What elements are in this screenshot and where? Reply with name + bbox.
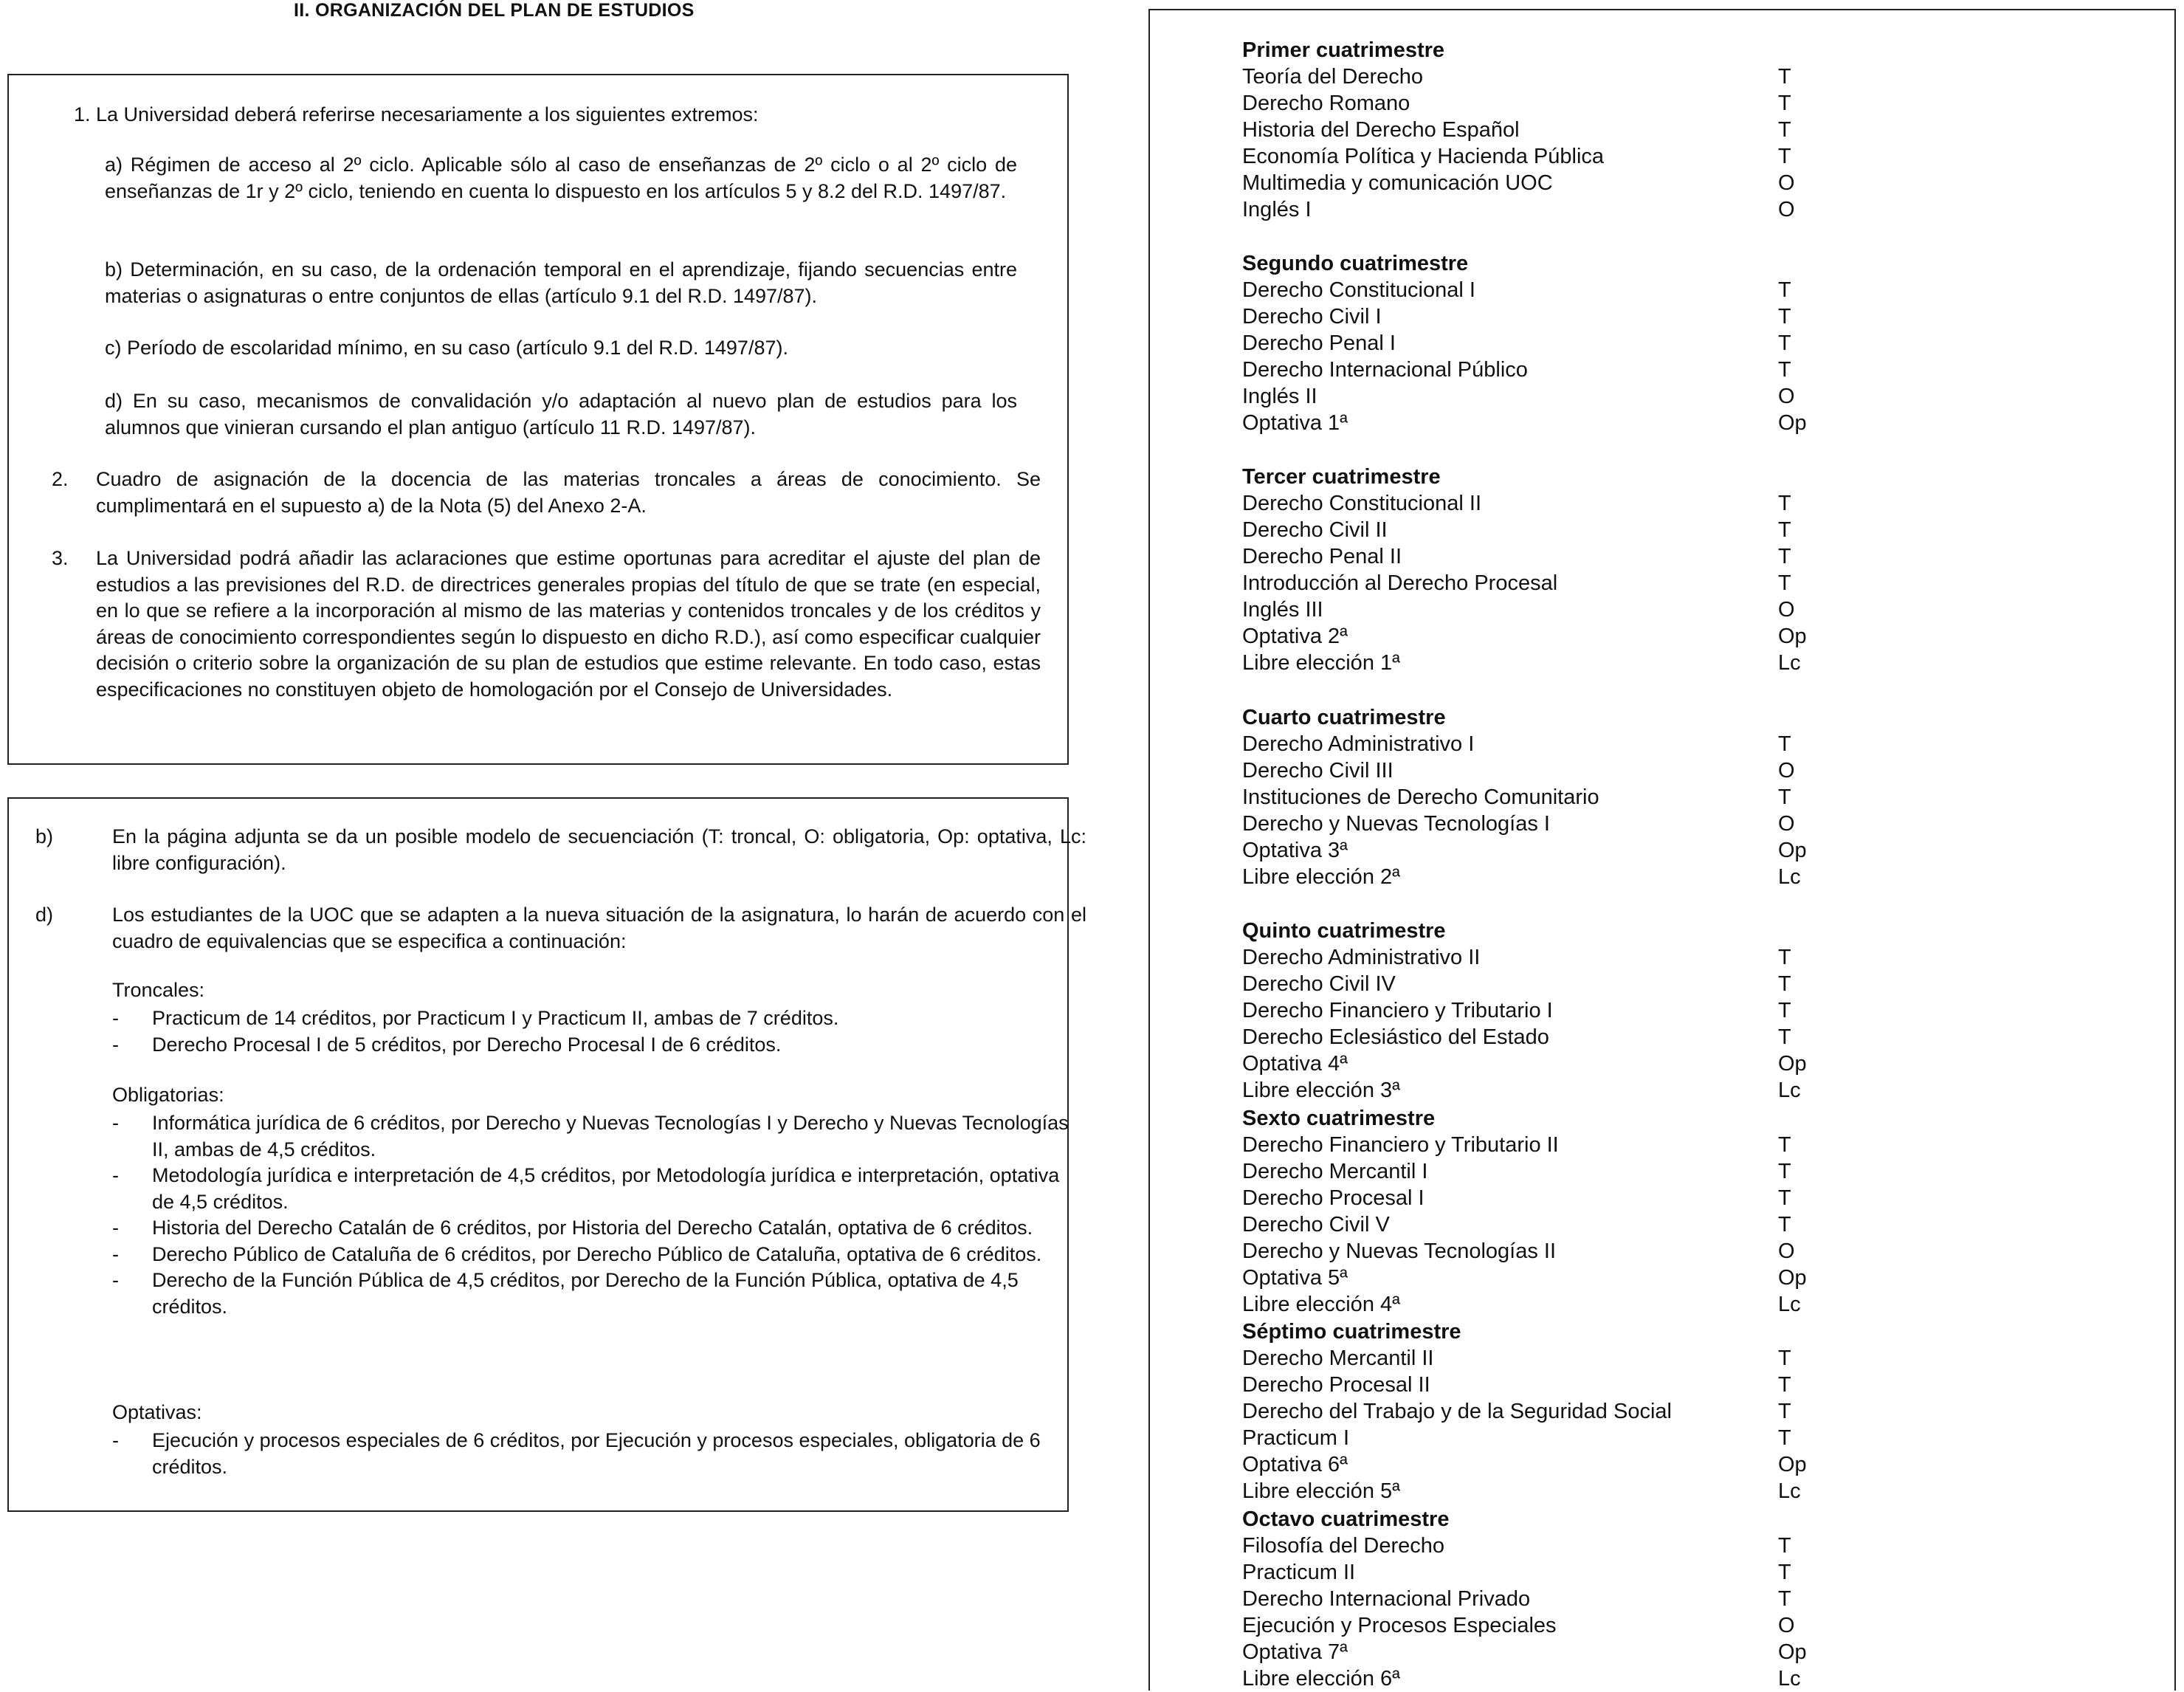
course-type: O bbox=[1778, 598, 1795, 622]
course-name: Ejecución y Procesos Especiales bbox=[1242, 1614, 1557, 1637]
course-type: T bbox=[1778, 518, 1791, 542]
list-item-text: Practicum de 14 créditos, por Practicum I y Practicum II, ambas de 7 créditos. bbox=[152, 1007, 839, 1029]
course-row bbox=[1242, 1559, 1833, 1586]
course-row bbox=[1242, 1372, 1833, 1398]
course-row bbox=[1242, 383, 1833, 410]
course-name: Libre elección 4ª bbox=[1242, 1293, 1400, 1316]
course-row bbox=[1242, 1665, 1833, 1692]
course-row bbox=[1242, 864, 1833, 890]
requirements-intro: 1. La Universidad deberá referirse necesariamente a los siguientes extremos: bbox=[74, 103, 759, 125]
course-type: T bbox=[1778, 492, 1791, 515]
troncales-heading: Troncales: bbox=[112, 979, 205, 1001]
course-type: T bbox=[1778, 331, 1791, 355]
note-b-text: En la página adjunta se da un posible modelo de secuenciación (T: troncal, O: obligatoria, Op: optativa, Lc: libre configuración). bbox=[112, 825, 1086, 874]
requirement-2-text: Cuadro de asignación de la docencia de las materias troncales a áreas de conocimiento. Se cumplimentará en el supuesto a) de la Nota (5) del Anexo 2-A. bbox=[96, 468, 1041, 517]
course-name: Derecho Financiero y Tributario I bbox=[1242, 999, 1553, 1022]
semester-block bbox=[1242, 250, 1833, 436]
course-name: Practicum I bbox=[1242, 1426, 1350, 1450]
course-name: Derecho Civil II bbox=[1242, 518, 1388, 542]
dash-marker: - bbox=[112, 1217, 119, 1239]
course-name: Derecho Internacional Público bbox=[1242, 358, 1528, 382]
course-name: Filosofía del Derecho bbox=[1242, 1534, 1445, 1558]
course-row bbox=[1242, 277, 1833, 303]
course-type: T bbox=[1778, 358, 1791, 382]
semester-title: Octavo cuatrimestre bbox=[1242, 1507, 1450, 1531]
course-name: Teoría del Derecho bbox=[1242, 65, 1424, 89]
course-name: Derecho Civil III bbox=[1242, 759, 1394, 783]
course-row bbox=[1242, 490, 1833, 517]
course-type: T bbox=[1778, 732, 1791, 756]
course-name: Derecho Penal I bbox=[1242, 331, 1396, 355]
note-d-text: Los estudiantes de la UOC que se adapten a la nueva situación de la asignatura, lo harán de acuerdo con el cuadro de equivalencias que se especifica a continuación: bbox=[112, 904, 1086, 952]
course-name: Libre elección 6ª bbox=[1242, 1667, 1400, 1691]
course-name: Derecho del Trabajo y de la Seguridad Social bbox=[1242, 1400, 1672, 1423]
dash-marker: - bbox=[112, 1007, 119, 1029]
course-name: Derecho Procesal II bbox=[1242, 1373, 1430, 1397]
course-row bbox=[1242, 837, 1833, 864]
course-row bbox=[1242, 1478, 1833, 1504]
course-name: Derecho Civil V bbox=[1242, 1213, 1390, 1237]
course-name: Derecho Civil IV bbox=[1242, 972, 1396, 996]
course-type: Op bbox=[1778, 1052, 1807, 1076]
list-item-text: Derecho de la Función Pública de 4,5 créditos, por Derecho de la Función Pública, optativa de 4,5 créditos. bbox=[152, 1269, 1019, 1318]
course-type: O bbox=[1778, 759, 1795, 783]
course-type: Lc bbox=[1778, 1293, 1801, 1316]
course-row bbox=[1242, 196, 1833, 223]
course-name: Inglés I bbox=[1242, 198, 1312, 221]
course-type: T bbox=[1778, 1373, 1791, 1397]
course-row bbox=[1242, 63, 1833, 90]
optativas-heading: Optativas: bbox=[112, 1401, 202, 1423]
course-row bbox=[1242, 357, 1833, 383]
course-row bbox=[1242, 811, 1833, 837]
course-row bbox=[1242, 1050, 1833, 1077]
dash-marker: - bbox=[112, 1164, 119, 1186]
course-row bbox=[1242, 1639, 1833, 1665]
course-row bbox=[1242, 1238, 1833, 1265]
course-type: T bbox=[1778, 1186, 1791, 1210]
course-name: Libre elección 5ª bbox=[1242, 1479, 1400, 1503]
semester-block bbox=[1242, 704, 1833, 890]
course-row bbox=[1242, 1024, 1833, 1050]
course-name: Economía Política y Hacienda Pública bbox=[1242, 145, 1605, 168]
requirement-b: b) Determinación, en su caso, de la ordenación temporal en el aprendizaje, fijando secuencias entre materias o asignaturas o entre conjuntos de ellas (artículo 9.1 del R.D. 1497/87). bbox=[105, 258, 1017, 307]
course-type: T bbox=[1778, 1534, 1791, 1558]
course-row bbox=[1242, 517, 1833, 543]
course-name: Instituciones de Derecho Comunitario bbox=[1242, 785, 1599, 809]
list-item-text: Ejecución y procesos especiales de 6 créditos, por Ejecución y procesos especiales, obligatoria de 6 créditos. bbox=[152, 1429, 1041, 1478]
course-type: Op bbox=[1778, 1640, 1807, 1664]
course-type: Op bbox=[1778, 1453, 1807, 1476]
semester-block bbox=[1242, 464, 1833, 676]
course-name: Optativa 4ª bbox=[1242, 1052, 1348, 1076]
course-row bbox=[1242, 303, 1833, 330]
course-type: T bbox=[1778, 1160, 1791, 1183]
course-type: Lc bbox=[1778, 1667, 1801, 1691]
course-row bbox=[1242, 623, 1833, 650]
course-name: Historia del Derecho Español bbox=[1242, 118, 1520, 142]
course-name: Libre elección 2ª bbox=[1242, 865, 1400, 889]
course-type: T bbox=[1778, 118, 1791, 142]
requirement-3-number: 3. bbox=[52, 547, 69, 569]
course-type: T bbox=[1778, 1213, 1791, 1237]
semester-block bbox=[1242, 1105, 1833, 1318]
note-b-label: b) bbox=[35, 825, 54, 847]
course-row bbox=[1242, 944, 1833, 971]
course-row bbox=[1242, 330, 1833, 357]
obligatorias-list bbox=[112, 1110, 1072, 1320]
course-row bbox=[1242, 731, 1833, 757]
course-type: T bbox=[1778, 972, 1791, 996]
list-item bbox=[112, 1242, 1072, 1268]
course-name: Derecho y Nuevas Tecnologías I bbox=[1242, 812, 1550, 836]
course-row bbox=[1242, 1533, 1833, 1559]
list-item bbox=[112, 1428, 1072, 1480]
course-name: Optativa 7ª bbox=[1242, 1640, 1348, 1664]
equivalences-box bbox=[7, 797, 1086, 1512]
course-name: Multimedia y comunicación UOC bbox=[1242, 171, 1553, 195]
course-type: Op bbox=[1778, 839, 1807, 862]
course-row bbox=[1242, 971, 1833, 997]
course-name: Inglés III bbox=[1242, 598, 1323, 622]
course-type: O bbox=[1778, 812, 1795, 836]
course-type: T bbox=[1778, 92, 1791, 115]
course-row bbox=[1242, 117, 1833, 143]
course-row bbox=[1242, 143, 1833, 170]
semester-title: Séptimo cuatrimestre bbox=[1242, 1320, 1461, 1344]
requirement-c: c) Período de escolaridad mínimo, en su caso (artículo 9.1 del R.D. 1497/87). bbox=[105, 337, 788, 359]
course-type: Op bbox=[1778, 1266, 1807, 1290]
list-item bbox=[112, 1005, 1072, 1032]
course-type: T bbox=[1778, 1561, 1791, 1584]
course-type: T bbox=[1778, 1400, 1791, 1423]
course-row bbox=[1242, 1291, 1833, 1318]
course-name: Derecho y Nuevas Tecnologías II bbox=[1242, 1239, 1557, 1263]
course-name: Inglés II bbox=[1242, 385, 1317, 408]
semester-block bbox=[1242, 1318, 1833, 1504]
course-row bbox=[1242, 1425, 1833, 1451]
course-name: Derecho Eclesiástico del Estado bbox=[1242, 1025, 1549, 1049]
course-type: T bbox=[1778, 1133, 1791, 1157]
course-type: T bbox=[1778, 1025, 1791, 1049]
list-item-text: Derecho Procesal I de 5 créditos, por Derecho Procesal I de 6 créditos. bbox=[152, 1033, 782, 1056]
course-row bbox=[1242, 1265, 1833, 1291]
course-name: Practicum II bbox=[1242, 1561, 1356, 1584]
course-row bbox=[1242, 410, 1833, 436]
list-item-text: Metodología jurídica e interpretación de 4,5 créditos, por Metodología jurídica e interpretación, optativa de 4,5 créditos. bbox=[152, 1164, 1060, 1213]
list-item bbox=[112, 1110, 1072, 1163]
course-row bbox=[1242, 1586, 1833, 1612]
note-b bbox=[35, 824, 1086, 876]
course-row bbox=[1242, 1211, 1833, 1238]
semester-title: Quinto cuatrimestre bbox=[1242, 919, 1446, 943]
course-name: Optativa 2ª bbox=[1242, 625, 1348, 648]
course-row bbox=[1242, 1185, 1833, 1211]
course-type: T bbox=[1778, 1587, 1791, 1611]
course-type: T bbox=[1778, 1426, 1791, 1450]
course-type: T bbox=[1778, 305, 1791, 329]
course-type: O bbox=[1778, 1239, 1795, 1263]
course-row bbox=[1242, 570, 1833, 596]
course-name: Derecho Mercantil II bbox=[1242, 1347, 1434, 1370]
dash-marker: - bbox=[112, 1429, 119, 1451]
course-row bbox=[1242, 1132, 1833, 1158]
list-item bbox=[112, 1268, 1072, 1320]
course-name: Derecho Financiero y Tributario II bbox=[1242, 1133, 1559, 1157]
requirements-box bbox=[7, 74, 1069, 765]
course-row bbox=[1242, 543, 1833, 570]
requirement-2 bbox=[52, 467, 1041, 519]
course-name: Derecho Administrativo II bbox=[1242, 946, 1481, 969]
note-d bbox=[35, 902, 1086, 955]
course-type: O bbox=[1778, 198, 1795, 221]
course-name: Optativa 3ª bbox=[1242, 839, 1348, 862]
optativas-list bbox=[112, 1428, 1072, 1480]
course-type: Op bbox=[1778, 411, 1807, 435]
semester-title: Tercer cuatrimestre bbox=[1242, 465, 1441, 489]
list-item-text: Historia del Derecho Catalán de 6 créditos, por Historia del Derecho Catalán, optativa de 6 créditos. bbox=[152, 1217, 1033, 1239]
obligatorias-heading: Obligatorias: bbox=[112, 1084, 224, 1106]
course-name: Introducción al Derecho Procesal bbox=[1242, 571, 1558, 595]
requirement-d: d) En su caso, mecanismos de convalidación y/o adaptación al nuevo plan de estudios para los alumnos que vinieran cursando el plan antiguo (artículo 11 R.D. 1497/87). bbox=[105, 390, 1017, 439]
semester-title: Primer cuatrimestre bbox=[1242, 38, 1445, 62]
semester-title: Cuarto cuatrimestre bbox=[1242, 706, 1446, 729]
course-name: Derecho Procesal I bbox=[1242, 1186, 1425, 1210]
course-type: Lc bbox=[1778, 651, 1801, 675]
dash-marker: - bbox=[112, 1242, 119, 1265]
course-name: Derecho Romano bbox=[1242, 92, 1410, 115]
dash-marker: - bbox=[112, 1033, 119, 1056]
course-type: T bbox=[1778, 571, 1791, 595]
course-name: Derecho Penal II bbox=[1242, 545, 1402, 568]
dash-marker: - bbox=[112, 1112, 119, 1134]
requirement-2-number: 2. bbox=[52, 468, 69, 490]
requirement-a: a) Régimen de acceso al 2º ciclo. Aplicable sólo al caso de enseñanzas de 2º ciclo o al 2º ciclo de enseñanzas de 1r y 2º ciclo, teniendo en cuenta lo dispuesto en los artículos 5 y 8.2 del R.D. 1497/87. bbox=[105, 154, 1017, 202]
course-row bbox=[1242, 784, 1833, 811]
requirement-3-text: La Universidad podrá añadir las aclaraciones que estime oportunas para acreditar el ajuste del plan de estudios a las previsiones del R.D. de directrices generales propias del título de que se trate (en especial, en lo que se refiere a la incorporación al mismo de las materias y contenidos troncales y de los créditos y áreas de conocimiento correspondientes según lo dispuesto en dicho R.D.), así como especificar cualquier decisión o criterio sobre la organización de su plan de estudios que estime relevante. En todo caso, estas especificaciones no constituyen objeto de homologación por el Consejo de Universidades. bbox=[96, 547, 1041, 701]
course-name: Derecho Mercantil I bbox=[1242, 1160, 1428, 1183]
list-item-text: Informática jurídica de 6 créditos, por Derecho y Nuevas Tecnologías I y Derecho y Nuevas Tecnologías II, ambas de 4,5 créditos. bbox=[152, 1112, 1069, 1160]
semester-title: Segundo cuatrimestre bbox=[1242, 252, 1469, 275]
semester-block bbox=[1242, 1506, 1833, 1692]
course-type: T bbox=[1778, 785, 1791, 809]
course-name: Libre elección 1ª bbox=[1242, 651, 1400, 675]
course-row bbox=[1242, 1612, 1833, 1639]
course-type: O bbox=[1778, 171, 1795, 195]
course-name: Derecho Civil I bbox=[1242, 305, 1382, 329]
page-title: II. ORGANIZACIÓN DEL PLAN DE ESTUDIOS bbox=[294, 0, 695, 21]
list-item bbox=[112, 1163, 1072, 1215]
course-type: T bbox=[1778, 145, 1791, 168]
course-row bbox=[1242, 757, 1833, 784]
course-row bbox=[1242, 1398, 1833, 1425]
course-type: T bbox=[1778, 1347, 1791, 1370]
course-type: Lc bbox=[1778, 1479, 1801, 1503]
requirement-3 bbox=[52, 546, 1041, 703]
course-type: O bbox=[1778, 1614, 1795, 1637]
list-item-text: Derecho Público de Cataluña de 6 créditos, por Derecho Público de Cataluña, optativa de 6 créditos. bbox=[152, 1242, 1042, 1265]
troncales-list bbox=[112, 1005, 1072, 1058]
course-name: Optativa 1ª bbox=[1242, 411, 1348, 435]
course-name: Derecho Constitucional II bbox=[1242, 492, 1481, 515]
course-type: Op bbox=[1778, 625, 1807, 648]
semester-block bbox=[1242, 918, 1833, 1104]
list-item bbox=[112, 1215, 1072, 1242]
course-type: T bbox=[1778, 999, 1791, 1022]
course-name: Derecho Constitucional I bbox=[1242, 278, 1475, 302]
course-row bbox=[1242, 1451, 1833, 1478]
dash-marker: - bbox=[112, 1269, 119, 1291]
course-name: Derecho Internacional Privado bbox=[1242, 1587, 1531, 1611]
course-type: Lc bbox=[1778, 865, 1801, 889]
course-type: Lc bbox=[1778, 1079, 1801, 1102]
course-type: T bbox=[1778, 65, 1791, 89]
course-row bbox=[1242, 650, 1833, 676]
course-name: Optativa 5ª bbox=[1242, 1266, 1348, 1290]
course-type: T bbox=[1778, 278, 1791, 302]
course-row bbox=[1242, 90, 1833, 117]
course-type: O bbox=[1778, 385, 1795, 408]
semester-title: Sexto cuatrimestre bbox=[1242, 1107, 1436, 1130]
note-d-label: d) bbox=[35, 904, 54, 926]
course-row bbox=[1242, 1158, 1833, 1185]
course-name: Libre elección 3ª bbox=[1242, 1079, 1400, 1102]
course-row bbox=[1242, 1077, 1833, 1104]
course-row bbox=[1242, 997, 1833, 1024]
course-type: T bbox=[1778, 946, 1791, 969]
semester-block bbox=[1242, 37, 1833, 223]
course-type: T bbox=[1778, 545, 1791, 568]
course-name: Optativa 6ª bbox=[1242, 1453, 1348, 1476]
course-row bbox=[1242, 170, 1833, 196]
course-name: Derecho Administrativo I bbox=[1242, 732, 1475, 756]
list-item bbox=[112, 1032, 1072, 1059]
course-row bbox=[1242, 1345, 1833, 1372]
sequencing-box bbox=[1148, 9, 2176, 1691]
course-row bbox=[1242, 596, 1833, 623]
